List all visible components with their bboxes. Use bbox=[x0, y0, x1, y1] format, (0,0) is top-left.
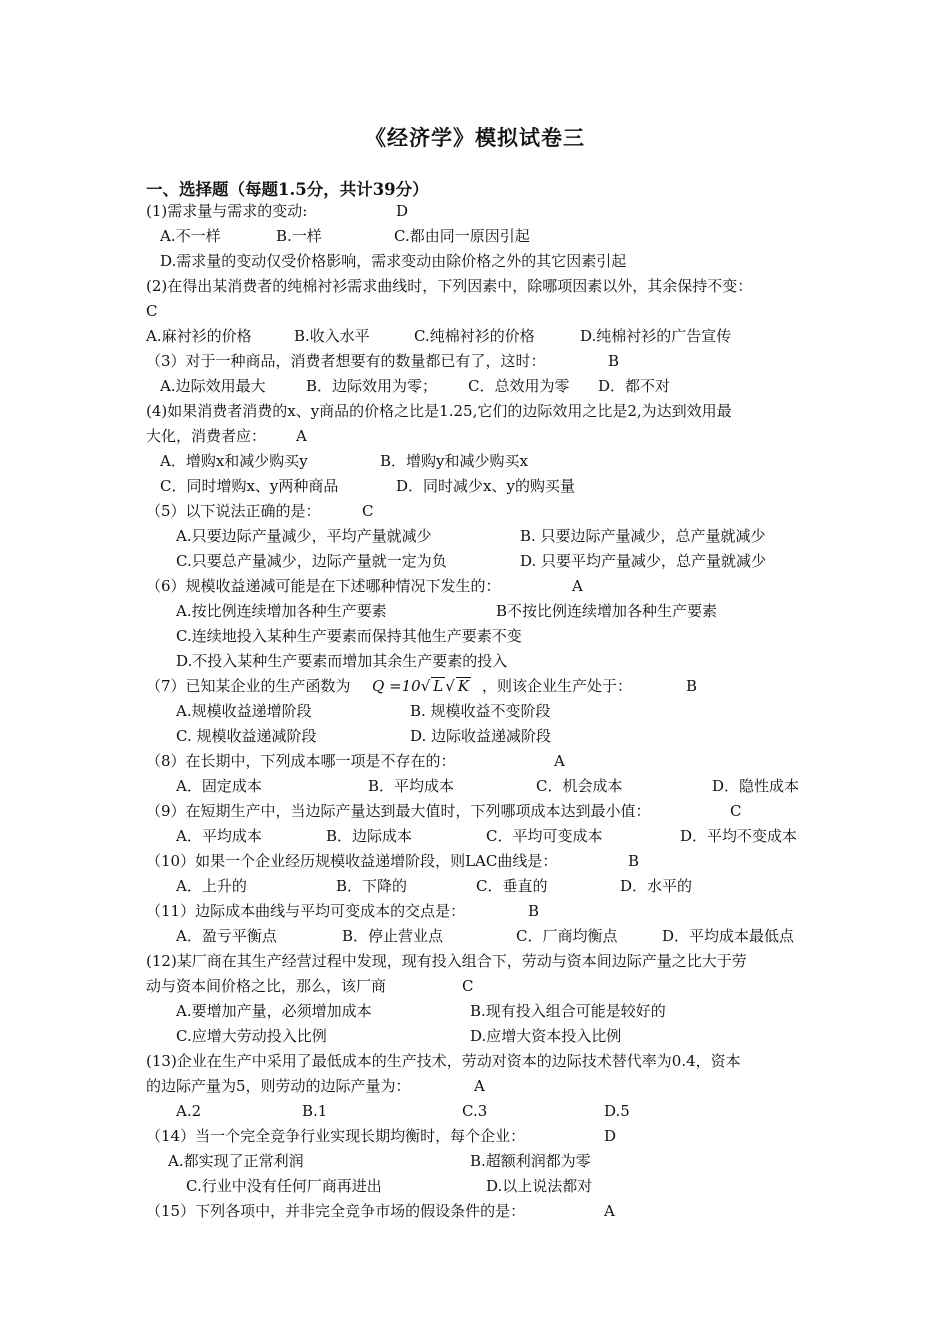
option-d: D．平均成本最低点 bbox=[662, 927, 795, 945]
option-b: B. 规模收益不变阶段 bbox=[410, 702, 551, 720]
question-12-stem: (12)某厂商在其生产经营过程中发现，现有投入组合下，劳动与资本间边际产量之比大于劳 bbox=[146, 952, 747, 970]
question-6-stem: （6）规模收益递减可能是在下述哪种情况下发生的： bbox=[146, 577, 501, 595]
question-12-continued bbox=[146, 974, 816, 999]
question-11-answer: B bbox=[528, 902, 540, 920]
question-12 bbox=[146, 949, 816, 974]
question-9 bbox=[146, 799, 816, 824]
question-7-options-row2 bbox=[146, 724, 816, 749]
question-13 bbox=[146, 1049, 816, 1074]
option-b: B.超额利润都为零 bbox=[470, 1152, 591, 1170]
question-1 bbox=[146, 199, 846, 224]
option-d: D.纯棉衬衫的广告宣传 bbox=[580, 327, 732, 345]
option-b: B. 只要边际产量减少，总产量就减少 bbox=[520, 527, 766, 545]
option-b: B．平均成本 bbox=[368, 777, 455, 795]
option-d: D.5 bbox=[604, 1102, 630, 1120]
question-8-answer: A bbox=[554, 752, 565, 770]
option-b: B．下降的 bbox=[336, 877, 408, 895]
question-12-answer: C bbox=[462, 977, 474, 995]
option-c: C. 规模收益递减阶段 bbox=[176, 727, 317, 745]
option-a: A.麻衬衫的价格 bbox=[146, 327, 252, 345]
sqrt-symbol: √ bbox=[420, 677, 431, 695]
option-b: B．边际效用为零； bbox=[306, 377, 438, 395]
question-2-answer: C bbox=[146, 302, 158, 320]
question-5-answer: C bbox=[362, 502, 374, 520]
question-5 bbox=[146, 499, 816, 524]
question-2 bbox=[146, 274, 816, 299]
question-13-continued bbox=[146, 1074, 816, 1099]
question-4-options-row1 bbox=[146, 449, 816, 474]
option-c: C.应增大劳动投入比例 bbox=[176, 1027, 327, 1045]
question-7 bbox=[146, 674, 816, 699]
question-12-options-row2 bbox=[146, 1024, 816, 1049]
option-b: B不按比例连续增加各种生产要素 bbox=[496, 602, 718, 620]
sqrt-symbol: √ bbox=[445, 677, 455, 695]
option-a: A.边际效用最大 bbox=[160, 377, 266, 395]
question-5-options-row2 bbox=[146, 549, 816, 574]
question-4-options-row2 bbox=[146, 474, 816, 499]
formula-lhs: Q =10 bbox=[372, 677, 421, 695]
question-12-options-row1 bbox=[146, 999, 816, 1024]
option-d: D.需求量的变动仅受价格影响，需求变动由除价格之外的其它因素引起 bbox=[160, 252, 627, 270]
option-a: A．固定成本 bbox=[176, 777, 262, 795]
question-2-stem: (2)在得出某消费者的纯棉衬衫需求曲线时，下列因素中，除哪项因素以外，其余保持不变： bbox=[146, 277, 753, 295]
option-c: C.纯棉衬衫的价格 bbox=[414, 327, 535, 345]
option-d: D．平均不变成本 bbox=[680, 827, 798, 845]
option-b: B.现有投入组合可能是较好的 bbox=[470, 1002, 666, 1020]
question-6 bbox=[146, 574, 816, 599]
question-11 bbox=[146, 899, 816, 924]
option-a: A．上升的 bbox=[176, 877, 247, 895]
question-11-options bbox=[146, 924, 816, 949]
question-13-stem: (13)企业在生产中采用了最低成本的生产技术，劳动对资本的边际技术替代率为0.4，资本 bbox=[146, 1052, 741, 1070]
question-1-options-row2 bbox=[146, 249, 846, 274]
option-a: A．增购x和减少购买y bbox=[160, 452, 308, 470]
formula-l: L bbox=[433, 677, 444, 695]
formula-k: K bbox=[457, 677, 470, 695]
option-d: D．同时减少x、y的购买量 bbox=[396, 477, 575, 495]
option-d: D.以上说法都对 bbox=[486, 1177, 593, 1195]
question-4-stem: (4)如果消费者消费的x、y商品的价格之比是1.25,它们的边际效用之比是2,为达到效用最 bbox=[146, 402, 732, 420]
question-13-options bbox=[146, 1099, 816, 1124]
question-8-options bbox=[146, 774, 816, 799]
option-c: C．平均可变成本 bbox=[486, 827, 603, 845]
question-8 bbox=[146, 749, 816, 774]
option-a: A.2 bbox=[176, 1102, 202, 1120]
option-d: D．隐性成本 bbox=[712, 777, 800, 795]
question-6-options-row1 bbox=[146, 599, 816, 624]
option-c: C．厂商均衡点 bbox=[516, 927, 618, 945]
option-a: A.按比例连续增加各种生产要素 bbox=[176, 602, 387, 620]
question-7-options-row1 bbox=[146, 699, 816, 724]
section-heading: 一、选择题（每题1.5分，共计39分） bbox=[146, 180, 429, 199]
question-6-options-row2 bbox=[146, 624, 816, 649]
question-7-stem-tail: ，则该企业生产处于： bbox=[482, 677, 633, 695]
question-5-stem: （5）以下说法正确的是： bbox=[146, 502, 321, 520]
question-15-answer: A bbox=[604, 1202, 615, 1220]
question-10-stem: （10）如果一个企业经历规模收益递增阶段，则LAC曲线是： bbox=[146, 852, 558, 870]
question-11-stem: （11）边际成本曲线与平均可变成本的交点是： bbox=[146, 902, 466, 920]
question-10-options bbox=[146, 874, 816, 899]
option-b: B．停止营业点 bbox=[342, 927, 444, 945]
option-c: C.连续地投入某种生产要素而保持其他生产要素不变 bbox=[176, 627, 522, 645]
question-8-stem: （8）在长期中，下列成本哪一项是不存在的： bbox=[146, 752, 456, 770]
question-4-stem-cont: 大化，消费者应： bbox=[146, 427, 267, 445]
question-1-answer: D bbox=[396, 202, 409, 220]
option-d: D. 边际收益递减阶段 bbox=[410, 727, 552, 745]
question-10 bbox=[146, 849, 816, 874]
option-b: B.一样 bbox=[276, 227, 322, 245]
question-15-stem: （15）下列各项中，并非完全竞争市场的假设条件的是： bbox=[146, 1202, 526, 1220]
question-3-stem: （3）对于一种商品，消费者想要有的数量都已有了，这时： bbox=[146, 352, 546, 370]
question-6-answer: A bbox=[572, 577, 583, 595]
option-d: D.不投入某种生产要素而增加其余生产要素的投入 bbox=[176, 652, 508, 670]
question-2-answer-line bbox=[146, 299, 246, 324]
question-3-answer: B bbox=[608, 352, 620, 370]
question-14 bbox=[146, 1124, 816, 1149]
question-10-answer: B bbox=[628, 852, 640, 870]
question-13-stem-cont: 的边际产量为5，则劳动的边际产量为： bbox=[146, 1077, 411, 1095]
question-15 bbox=[146, 1199, 816, 1224]
question-4-continued bbox=[146, 424, 816, 449]
option-b: B．边际成本 bbox=[326, 827, 413, 845]
question-5-options-row1 bbox=[146, 524, 816, 549]
option-d: D．水平的 bbox=[620, 877, 693, 895]
question-4-answer: A bbox=[296, 427, 307, 445]
option-a: A．平均成本 bbox=[176, 827, 262, 845]
question-3 bbox=[146, 349, 816, 374]
option-a: A．盈亏平衡点 bbox=[176, 927, 277, 945]
question-9-stem: （9）在短期生产中，当边际产量达到最大值时，下列哪项成本达到最小值： bbox=[146, 802, 651, 820]
option-b: B.收入水平 bbox=[294, 327, 370, 345]
production-function-formula bbox=[372, 674, 471, 699]
question-14-answer: D bbox=[604, 1127, 617, 1145]
question-2-options bbox=[146, 324, 816, 349]
question-6-options-row3 bbox=[146, 649, 816, 674]
question-7-stem: （7）已知某企业的生产函数为 bbox=[146, 677, 351, 695]
question-1-options-row1 bbox=[146, 224, 846, 249]
question-12-stem-cont: 动与资本间价格之比，那么，该厂商 bbox=[146, 977, 387, 995]
question-4 bbox=[146, 399, 816, 424]
option-c: C.行业中没有任何厂商再进出 bbox=[186, 1177, 382, 1195]
option-d: D．都不对 bbox=[598, 377, 671, 395]
option-c: C．垂直的 bbox=[476, 877, 548, 895]
question-14-options-row2 bbox=[146, 1174, 816, 1199]
option-a: A.都实现了正常利润 bbox=[168, 1152, 304, 1170]
page-title: 《经济学》模拟试卷三 bbox=[365, 125, 585, 150]
option-c: C.都由同一原因引起 bbox=[394, 227, 530, 245]
option-c: C.只要总产量减少，边际产量就一定为负 bbox=[176, 552, 447, 570]
question-14-stem: （14）当一个完全竞争行业实现长期均衡时，每个企业： bbox=[146, 1127, 526, 1145]
question-14-options-row1 bbox=[146, 1149, 816, 1174]
option-c: C．同时增购x、y两种商品 bbox=[160, 477, 339, 495]
option-a: A.只要边际产量减少，平均产量就减少 bbox=[176, 527, 432, 545]
option-c: C．机会成本 bbox=[536, 777, 623, 795]
option-a: A.要增加产量，必须增加成本 bbox=[176, 1002, 372, 1020]
question-9-options bbox=[146, 824, 816, 849]
option-a: A.规模收益递增阶段 bbox=[176, 702, 312, 720]
option-b: B．增购y和减少购买x bbox=[380, 452, 528, 470]
option-c: C．总效用为零 bbox=[468, 377, 570, 395]
option-b: B.1 bbox=[302, 1102, 328, 1120]
option-d: D. 只要平均产量减少，总产量就减少 bbox=[520, 552, 767, 570]
option-d: D.应增大资本投入比例 bbox=[470, 1027, 622, 1045]
question-7-answer: B bbox=[686, 677, 698, 695]
question-3-options bbox=[146, 374, 816, 399]
question-9-answer: C bbox=[730, 802, 742, 820]
option-a: A.不一样 bbox=[160, 227, 221, 245]
option-c: C.3 bbox=[462, 1102, 488, 1120]
question-1-stem: (1)需求量与需求的变动: bbox=[146, 202, 308, 220]
question-13-answer: A bbox=[474, 1077, 485, 1095]
